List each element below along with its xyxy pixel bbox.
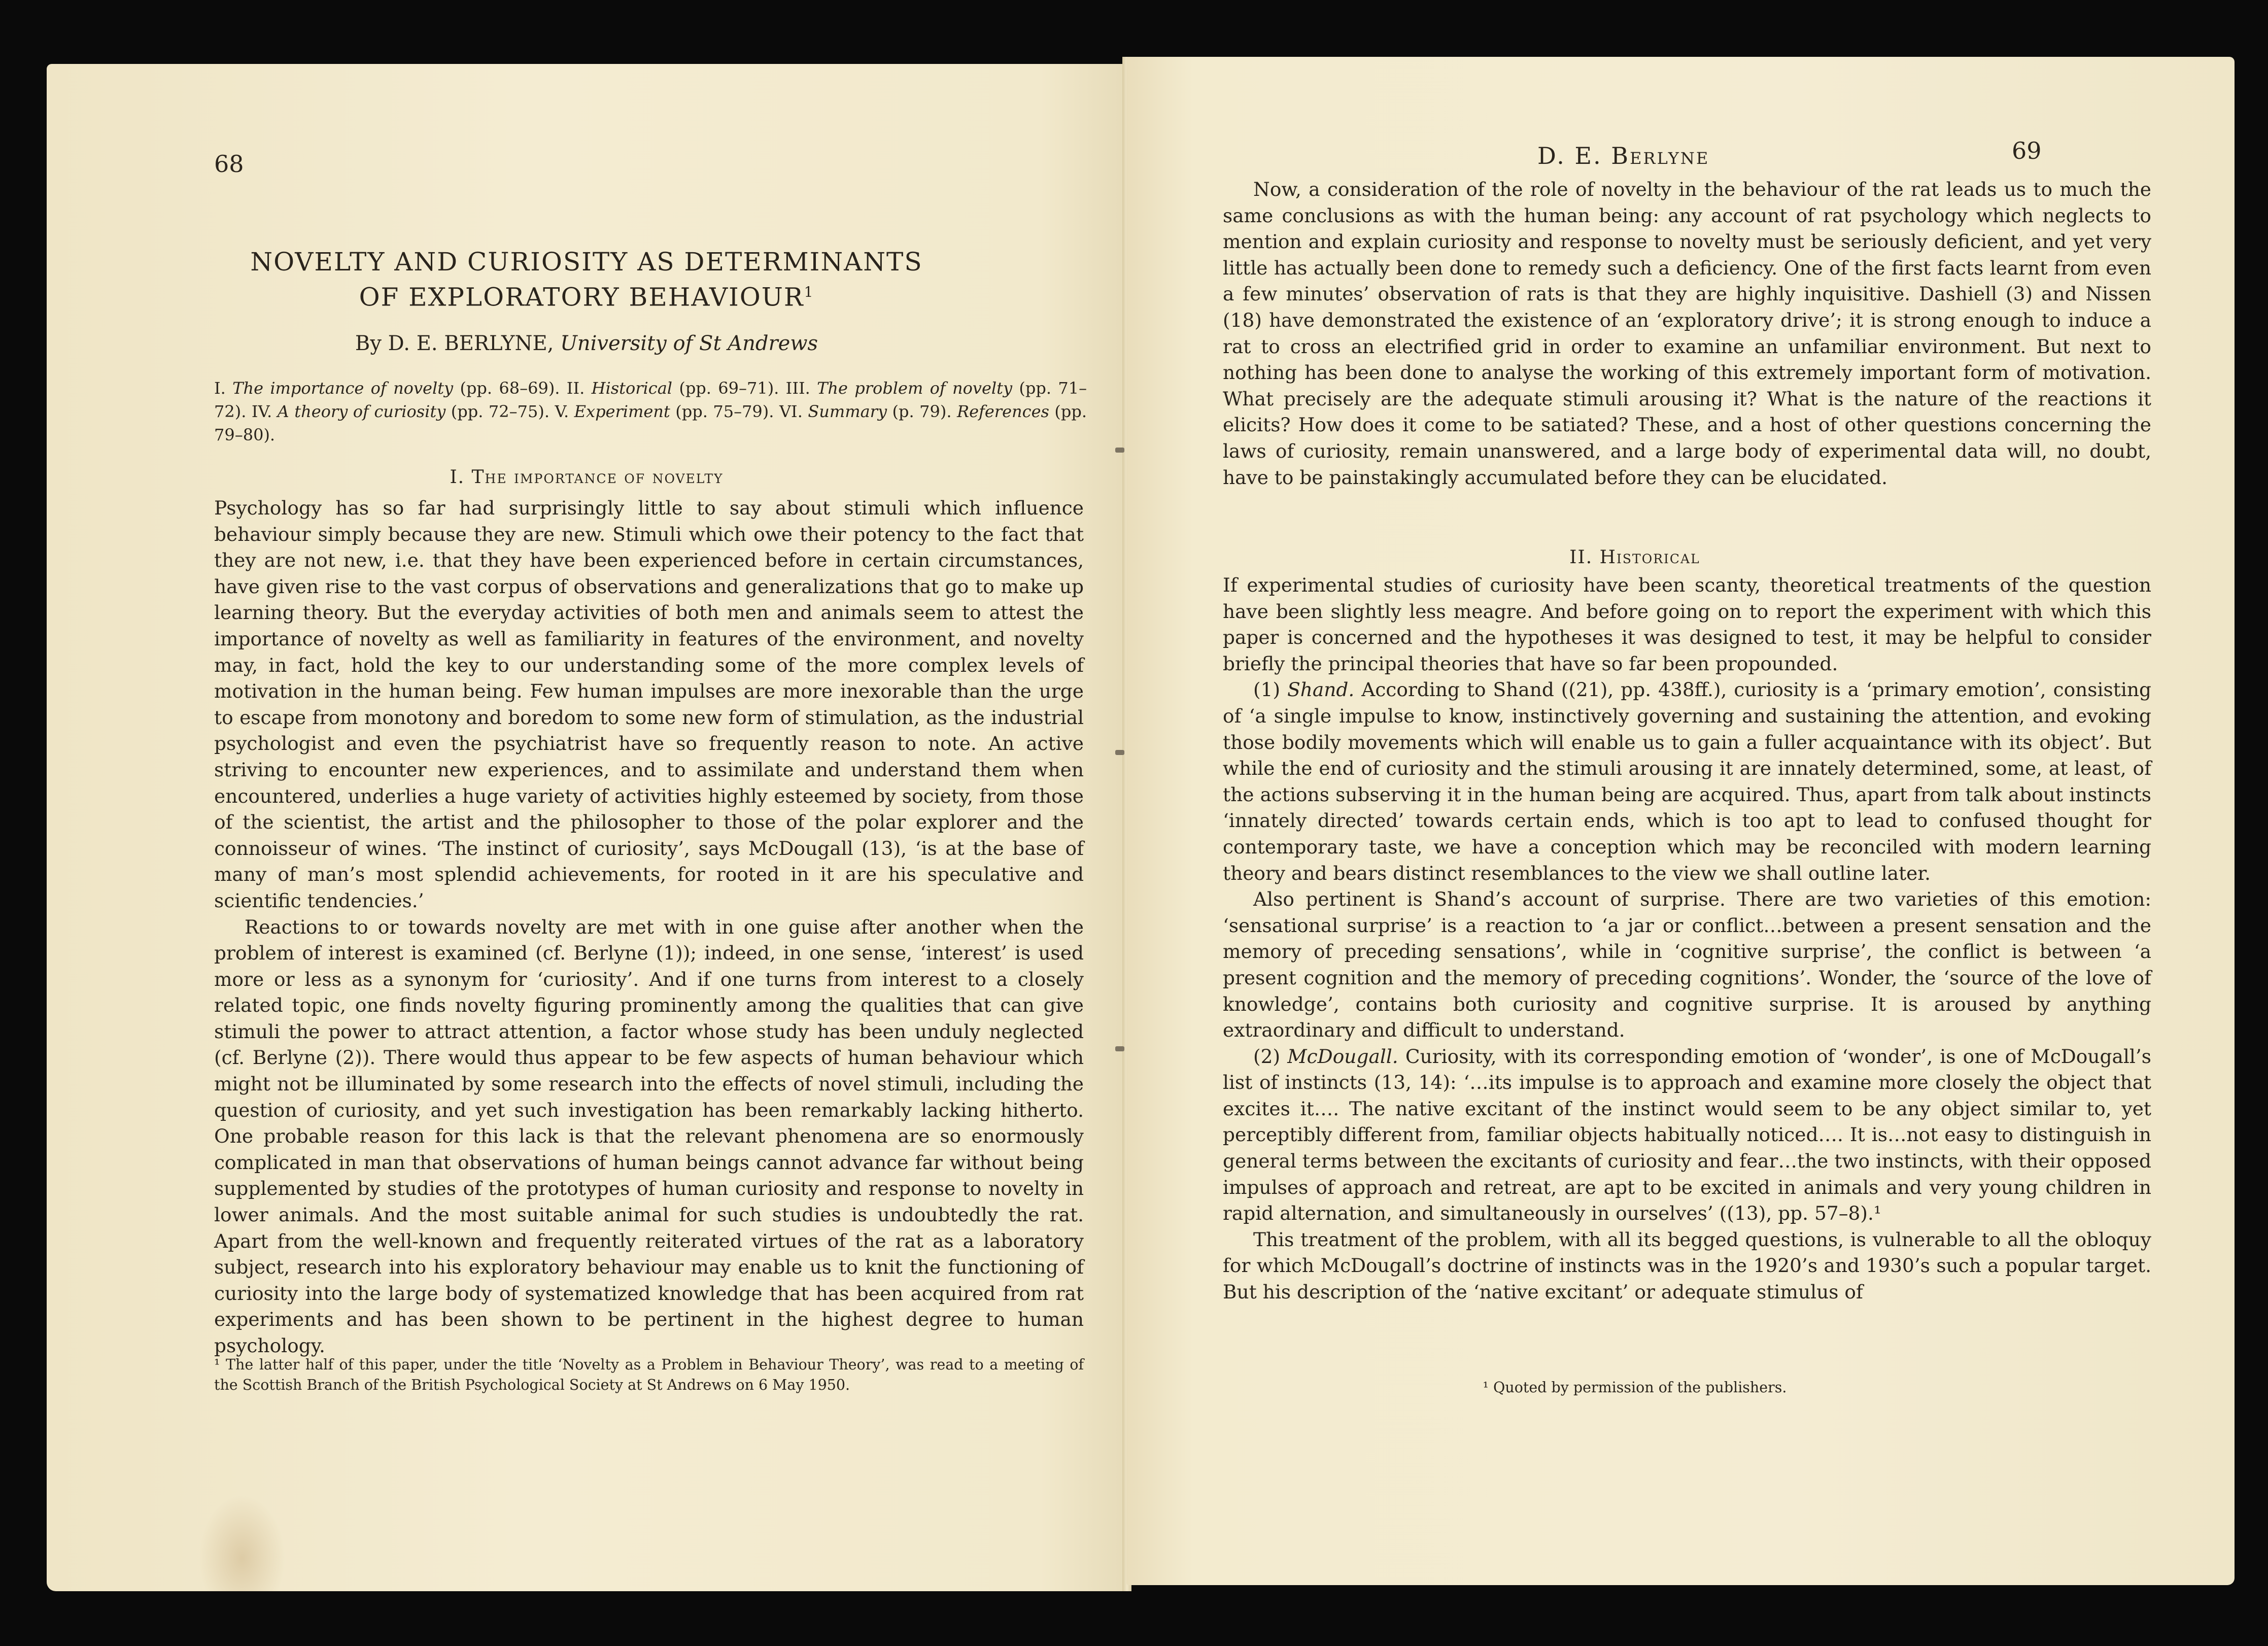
binding-staple — [1115, 750, 1124, 755]
body-text-top — [1223, 177, 2151, 491]
toc-4-title: A theory of curiosity — [277, 402, 446, 421]
toc-3-label: III. — [785, 379, 810, 398]
footnote: ¹ The latter half of this paper, under the title ‘Novelty as a Problem in Behaviour Theory’, was read to a meeting of the Scottish Branch of the British Psychological Society at St Andrews on 6 May 1950. — [214, 1356, 1084, 1393]
toc-6-title: Summary — [808, 402, 887, 421]
byline-author: By D. E. BERLYNE, — [355, 332, 554, 355]
toc-5-pages: (pp. 75–79). — [675, 402, 774, 421]
toc-references-pages: (pp. 79–80). — [214, 402, 1087, 444]
toc-1-pages: (pp. 68–69). — [460, 379, 560, 398]
title-line-1: NOVELTY AND CURIOSITY AS DETERMINANTS — [250, 247, 923, 277]
toc-6-label: VI. — [779, 402, 803, 421]
table-of-contents — [214, 376, 1087, 447]
article-title — [47, 247, 1126, 313]
toc-2-title: Historical — [591, 379, 673, 398]
binding-staple — [1115, 1046, 1124, 1051]
binding-staple — [1115, 448, 1124, 453]
body-text — [1223, 572, 2151, 1306]
item-name: Shand. — [1287, 678, 1355, 701]
page-number: 68 — [214, 150, 244, 178]
section-heading: II. Historical — [1569, 547, 1700, 568]
paragraph: Psychology has so far had surprisingly little to say about stimuli which influence behaviour simply because they are new. Stimuli which owe their potency to the fact that they are not new, i.e. that they have been experienced before in certain circumstances, have given rise to the vast corpus of observations and generalizations that go to make up learning theory. But the everyday activities of both men and animals seem to attest the importance of novelty as well as familiarity in features of the environment, and novelty may, in fact, hold the key to our understanding some of the more complex levels of motivation in the human being. Few human impulses are more inexorable than the urge to escape from monotony and boredom to some new form of stimulation, as the industrial psychologist and even the psychiatrist have so frequently reason to note. An active striving to encounter new experiences, and to assimilate and understand them when encountered, underlies a huge variety of activities highly esteemed by society, from those of the scientist, the artist and the philosopher to those of the polar explorer and the connoisseur of wines. ‘The instinct of curiosity’, says McDougall (13), ‘is at the base of many of man’s most splendid achievements, for rooted in it are his speculative and scientific tendencies.’ — [214, 497, 1084, 912]
left-page — [47, 64, 1126, 1591]
paragraph: Reactions to or towards novelty are met with in one guise after another when the problem of interest is examined (cf. Berlyne (1)); indeed, in one sense, ‘interest’ is used more or less as a synonym for ‘curiosity’. And if one turns from interest to a closely related topic, one finds novelty figuring prominently among the qualities that can give stimuli the power to attract attention, a factor whose study has been unduly neglected (cf. Berlyne (2)). There would thus appear to be few aspects of human behaviour which might not be illuminated by some research into the effects of novel stimuli, including the question of curiosity, and yet such investigation has been remarkably lacking hitherto. One probable reason for this lack is that the relevant phenomena are so enormously complicated in man that observations of human beings cannot advance far without being supplemented by studies of the prototypes of human curiosity and response to novelty in lower animals. And the most suitable animal for such studies is undoubtedly the rat. Apart from the well-known and frequently reiterated virtues of the rat as a laboratory subject, research into his exploratory behaviour may enable us to knit the functioning of curiosity into the large body of systematized knowledge that has been acquired from rat experiments and has been shown to be pertinent in the highest degree to human psychology. — [214, 915, 1084, 1357]
paragraph-mcdougall — [1223, 1044, 2151, 1227]
toc-5-title: Experiment — [574, 402, 670, 421]
toc-3-pages: (pp. 71–72). — [214, 379, 1087, 421]
section-heading: I. The importance of novelty — [450, 467, 724, 488]
item-label: (2) — [1253, 1045, 1281, 1068]
paragraph: Now, a consideration of the role of novelty in the behaviour of the rat leads us to much the same conclusions as with the human being: any account of rat psychology which neglects to mention and explain curiosity and response to novelty must be seriously deficient, and yet very little has actually been done to remedy such a deficiency. One of the first facts learnt from even a few minutes’ observation of rats is that they are highly inquisitive. Dashiell (3) and Nissen (18) have demonstrated the existence of an ‘exploratory drive’; it is strong enough to induce a rat to cross an electrified grid in order to examine an unfamiliar environment. But next to nothing has been done to analyse the working of this extremely important form of motivation. What precisely are the adequate stimuli arousing it? What is the nature of the reactions it elicits? How does it come to be satiated? These, and a host of other questions concerning the laws of curiosity, remain unanswered, and a large body of experimental data will, no doubt, have to be painstakingly accumulated before they can be elucidated. — [1223, 178, 2151, 489]
item-text: Curiosity, with its corresponding emotion of ‘wonder’, is one of McDougall’s list of instincts (13, 14): ‘…its impulse is to approach and examine more closely the object that excites it…. The native excitant of the instinct would seem to be any object similar to, yet perceptibly different from, familiar objects habitually noticed…. It is…not easy to distinguish in general terms between the excitants of curiosity and fear…the two instincts, with their opposed impulses of approach and retreat, are apt to be excited in animals and very young children in rapid alternation, and simultaneously in ourselves’ ((13), pp. 57–8).¹ — [1223, 1045, 2151, 1225]
paragraph-shand — [1223, 677, 2151, 886]
right-page — [1126, 57, 2235, 1585]
toc-4-label: IV. — [251, 402, 272, 421]
toc-2-label: II. — [566, 379, 585, 398]
paragraph: This treatment of the problem, with all its begged questions, is vulnerable to all the obloquy for which McDougall’s doctrine of instincts was in the 1920’s and 1930’s such a popular target. But his description of the ‘native excitant’ or adequate stimulus of — [1223, 1228, 2151, 1304]
footnote: ¹ Quoted by permission of the publishers. — [1483, 1379, 1787, 1396]
byline — [47, 332, 1126, 355]
title-line-2-text: OF EXPLORATORY BEHAVIOUR — [359, 282, 804, 312]
title-footnote-mark: 1 — [804, 284, 814, 300]
toc-3-title: The problem of novelty — [817, 379, 1013, 398]
item-text: According to Shand ((21), pp. 438ff.), curiosity is a ‘primary emotion’, consisting of ‘a single impulse to know, instinctively governing and sustaining the attention, and evoking those bodily movements which will enable us to gain a fuller acquaintance with its object’. But while the end of curiosity and the stimuli arousing it are innately determined, some, at least, of the actions subserving it in the human being are acquired. Thus, apart from talk about instincts ‘innately directed’ towards certain ends, which is too apt to lead to confused thought for contemporary taste, we have a conception which may be reconciled with modern learning theory and bears distinct resemblances to the view we shall outline later. — [1223, 678, 2152, 884]
running-head: D. E. Berlyne — [1537, 142, 1710, 169]
toc-5-label: V. — [555, 402, 569, 421]
toc-4-pages: (pp. 72–75). — [451, 402, 549, 421]
toc-references-title: References — [956, 402, 1049, 421]
paragraph: Also pertinent is Shand’s account of surprise. There are two varieties of this emotion: ‘sensational surprise’ is a reaction to ‘a jar or conflict…between a present sensation and the memory of preceding sensations’, while in ‘cognitive surprise’, the conflict is between ‘a present cognition and the memory of preceding cognitions’. Wonder, the ‘source of the love of knowledge’, contains both curiosity and cognitive surprise. It is aroused by anything extraordinary and difficult to understand. — [1223, 888, 2151, 1042]
byline-affiliation: University of St Andrews — [560, 332, 818, 355]
toc-1-title: The importance of novelty — [232, 379, 454, 398]
toc-2-pages: (pp. 69–71). — [679, 379, 779, 398]
page-number: 69 — [2012, 137, 2042, 164]
title-line-2 — [47, 277, 1126, 313]
toc-6-pages: (p. 79). — [892, 402, 952, 421]
paper-stain — [199, 1495, 285, 1591]
body-text — [214, 495, 1084, 1359]
item-label: (1) — [1253, 678, 1281, 701]
toc-1-label: I. — [214, 379, 226, 398]
paragraph: If experimental studies of curiosity have been scanty, theoretical treatments of the question have been slightly less meagre. And before going on to report the experiment with which this paper is concerned and the hypotheses it was designed to test, it may be helpful to consider briefly the principal theories that have so far been propounded. — [1223, 574, 2151, 675]
item-name: McDougall. — [1287, 1045, 1398, 1068]
